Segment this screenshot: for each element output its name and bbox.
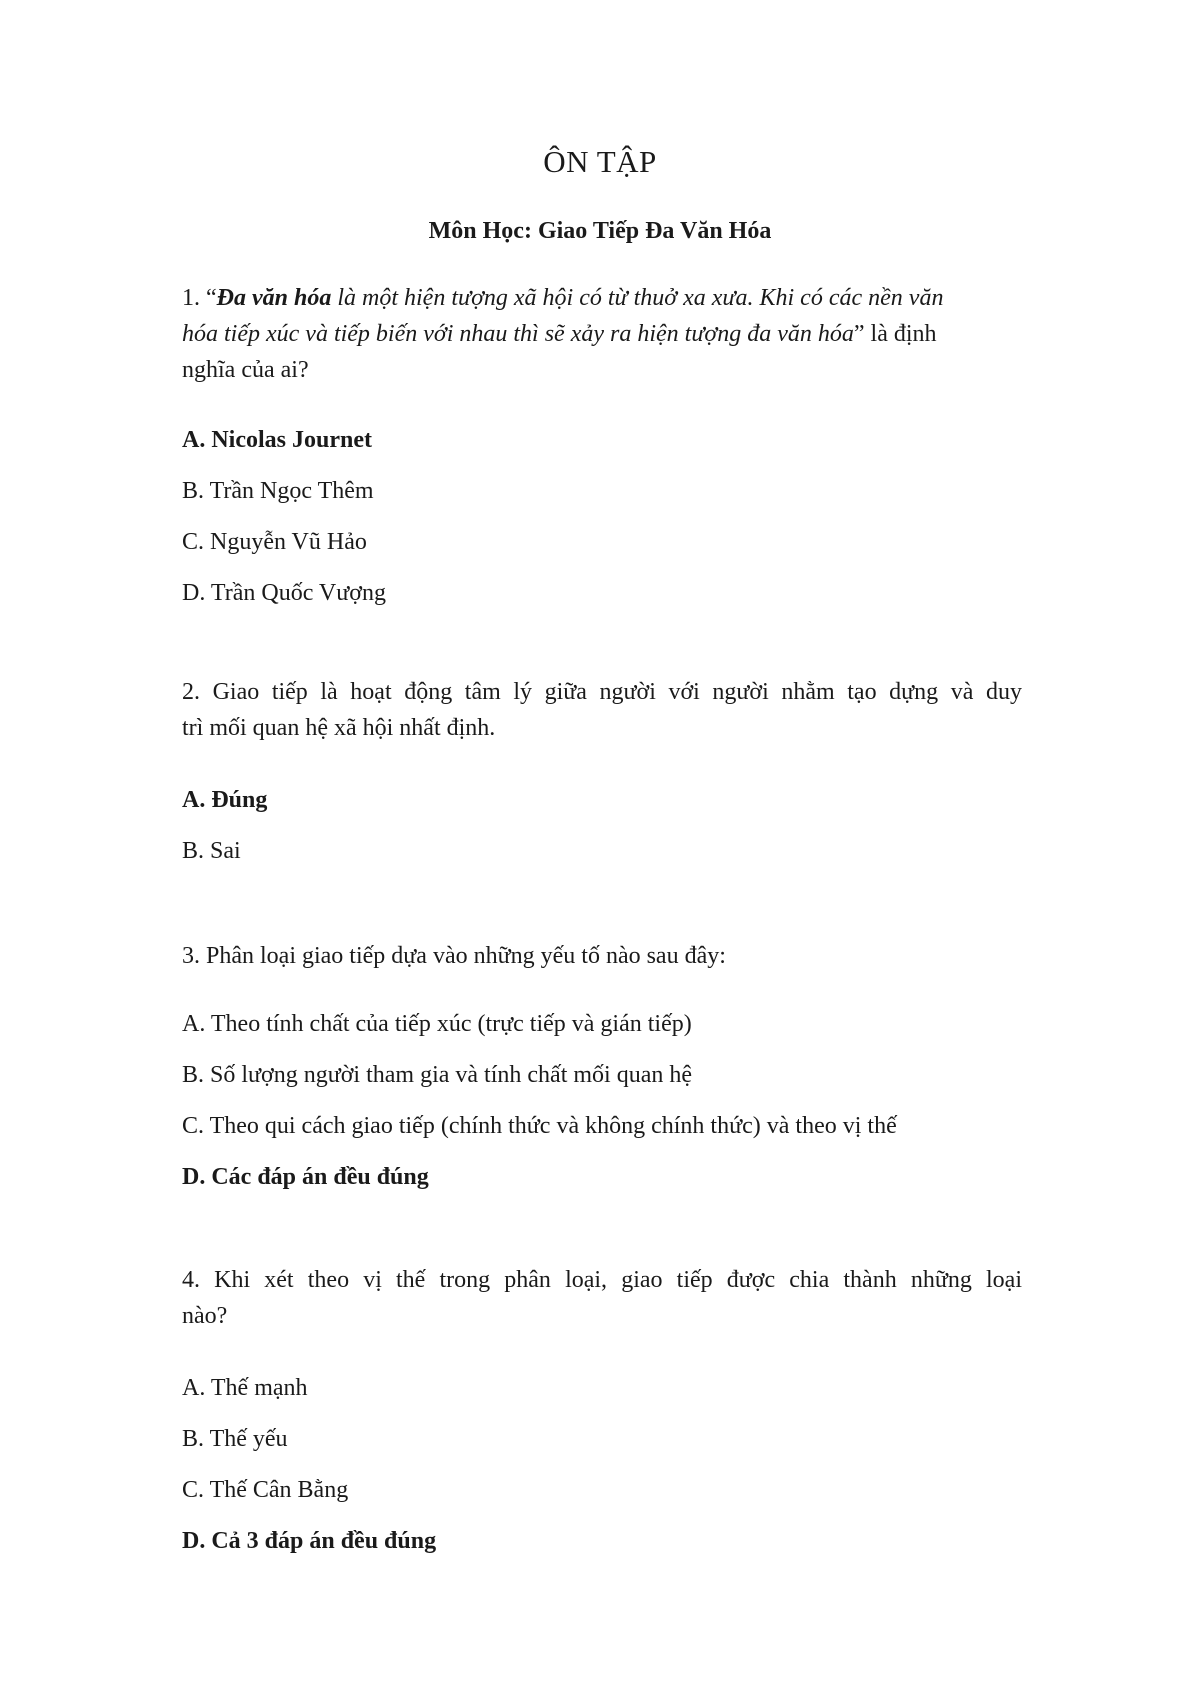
- question-1-line-1: [182, 282, 1022, 314]
- question-4-line-1: 4. Khi xét theo vị thế trong phân loại, giao tiếp được chia thành những loại: [182, 1267, 1022, 1293]
- page-title: ÔN TẬP: [543, 144, 657, 179]
- question-1-option-b: B. Trần Ngọc Thêm: [182, 478, 374, 504]
- question-3-option-a: A. Theo tính chất của tiếp xúc (trực tiếp và gián tiếp): [182, 1011, 692, 1037]
- question-3-option-d: D. Các đáp án đều đúng: [182, 1164, 429, 1190]
- question-1-term: Đa văn hóa: [216, 285, 332, 311]
- question-1-prefix: 1. “: [182, 285, 217, 311]
- question-1-line-3: nghĩa của ai?: [182, 357, 309, 383]
- question-3-option-c: C. Theo qui cách giao tiếp (chính thức và không chính thức) và theo vị thế: [182, 1113, 897, 1139]
- question-1-italic-text: là một hiện tượng xã hội có từ thuở xa xưa. Khi có các nền văn: [331, 285, 944, 311]
- question-2-line-1: 2. Giao tiếp là hoạt động tâm lý giữa người với người nhằm tạo dựng và duy: [182, 679, 1022, 705]
- question-1-option-c: C. Nguyễn Vũ Hảo: [182, 529, 367, 555]
- question-2-option-a: A. Đúng: [182, 787, 268, 813]
- question-4-option-b: B. Thế yếu: [182, 1426, 288, 1452]
- question-1-option-a: A. Nicolas Journet: [182, 427, 372, 453]
- question-4-option-c: C. Thế Cân Bằng: [182, 1477, 349, 1503]
- page-subtitle: Môn Học: Giao Tiếp Đa Văn Hóa: [428, 218, 772, 244]
- question-4-line-2: nào?: [182, 1303, 228, 1329]
- question-1-italic-text-cont: hóa tiếp xúc và tiếp biến với nhau thì sẽ xảy ra hiện tượng đa văn hóa: [182, 321, 854, 347]
- question-4-option-d: D. Cả 3 đáp án đều đúng: [182, 1528, 437, 1554]
- question-1-line-2: [182, 318, 1022, 350]
- question-4-option-a: A. Thế mạnh: [182, 1375, 308, 1401]
- question-3-line-1: 3. Phân loại giao tiếp dựa vào những yếu tố nào sau đây:: [182, 943, 726, 969]
- question-1-option-d: D. Trần Quốc Vượng: [182, 580, 386, 606]
- question-2-option-b: B. Sai: [182, 838, 241, 864]
- question-2-line-2: trì mối quan hệ xã hội nhất định.: [182, 715, 496, 741]
- question-3-option-b: B. Số lượng người tham gia và tính chất mối quan hệ: [182, 1062, 692, 1088]
- question-1-close: ” là định: [853, 321, 937, 347]
